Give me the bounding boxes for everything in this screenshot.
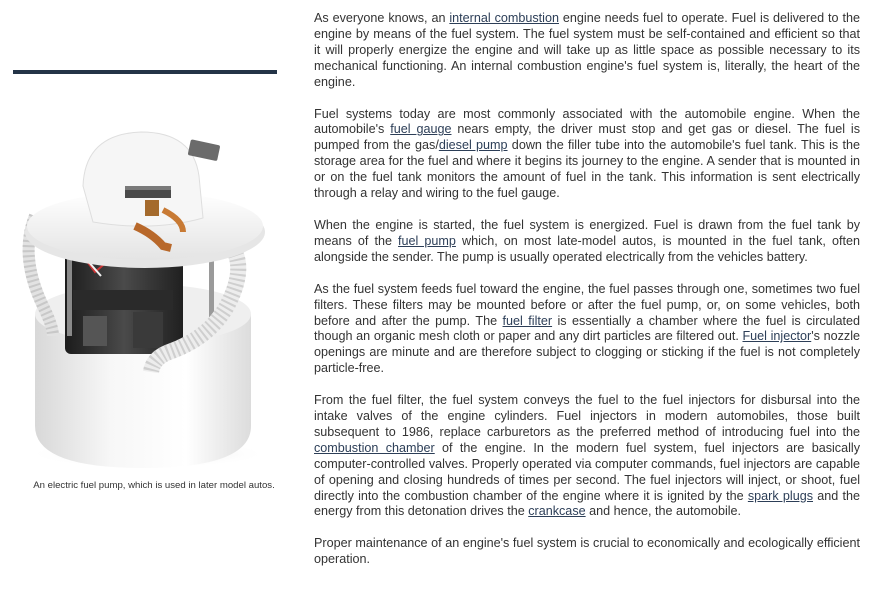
paragraph-6: Proper maintenance of an engine's fuel system is crucial to economically and ecologically efficient operation.	[314, 536, 860, 567]
link-fuel-injector[interactable]: Fuel injector	[742, 329, 812, 344]
paragraph-5: From the fuel filter, the fuel system conveys the fuel to the fuel injectors for disbursal into the intake valves of the engine cylinders. Fuel injectors in modern automobiles, those built subsequent to 1986, replace carburetors as the preferred method of introducing fuel into the combustion chamber of the engine. In the modern fuel system, fuel injectors are basically computer-controlled valves. Properly operated via computer commands, fuel injectors are capable of opening and closing hundreds of times per second. The fuel injectors will inject, or shoot, fuel directly into the combustion chamber of the engine where it is ignited by the spark plugs and the energy from this detonation drives the crankcase and hence, the automobile.	[314, 393, 860, 519]
link-fuel-filter[interactable]: fuel filter	[502, 313, 553, 328]
paragraph-4: As the fuel system feeds fuel toward the engine, the fuel passes through one, sometimes two fuel filters. These filters may be mounted before or after the fuel pump, or, on some vehicles, both before and after the pump. The fuel filter is essentially a chamber where the fuel is circulated though an organic mesh cloth or paper and any dirt particles are filtered out. Fuel injector's nozzle openings are minute and are therefore subject to clogging or sticking if the fuel is not completely particle-free.	[314, 281, 860, 376]
link-fuel-pump[interactable]: fuel pump	[398, 233, 456, 248]
link-internal-combustion[interactable]: internal combustion	[449, 11, 559, 25]
link-fuel-gauge[interactable]: fuel gauge	[390, 122, 452, 137]
link-diesel-pump[interactable]: diesel pump	[438, 138, 508, 153]
figure-caption: An electric fuel pump, which is used in later model autos.	[33, 480, 275, 491]
link-crankcase[interactable]: crankcase	[528, 504, 586, 519]
fuel-pump-image	[13, 76, 277, 474]
link-combustion-chamber[interactable]: combustion chamber	[314, 440, 435, 455]
figure-top-rule	[13, 70, 277, 74]
article-body	[314, 11, 860, 584]
paragraph-2: Fuel systems today are most commonly associated with the automobile engine. When the automobile's fuel gauge nears empty, the driver must stop and get gas or diesel. The fuel is pumped from the gas/diesel pump down the filler tube into the automobile's fuel tank. This is the storage area for the fuel and where it begins its journey to the engine. A sender that is mounted in or on the fuel tank monitors the amount of fuel in the tank. This information is sent electrically through a relay and wiring to the fuel gauge.	[314, 106, 861, 201]
paragraph-3: When the engine is started, the fuel system is energized. Fuel is drawn from the fuel tank by means of the fuel pump which, on most late-model autos, is mounted in the fuel tank, often alongside the sender. The pump is usually operated electrically from the vehicles battery.	[314, 217, 860, 264]
link-spark-plugs[interactable]: spark plugs	[747, 488, 813, 503]
paragraph-1: As everyone knows, an internal combustion engine needs fuel to operate. Fuel is delivered to the engine by means of the fuel system. The fuel system must be self-contained and efficient so that it will properly energize the engine and will take up as little space as possible necessary to its mechanical functioning. An internal combustion engine's fuel system is, literally, the heart of the engine.	[314, 11, 860, 89]
